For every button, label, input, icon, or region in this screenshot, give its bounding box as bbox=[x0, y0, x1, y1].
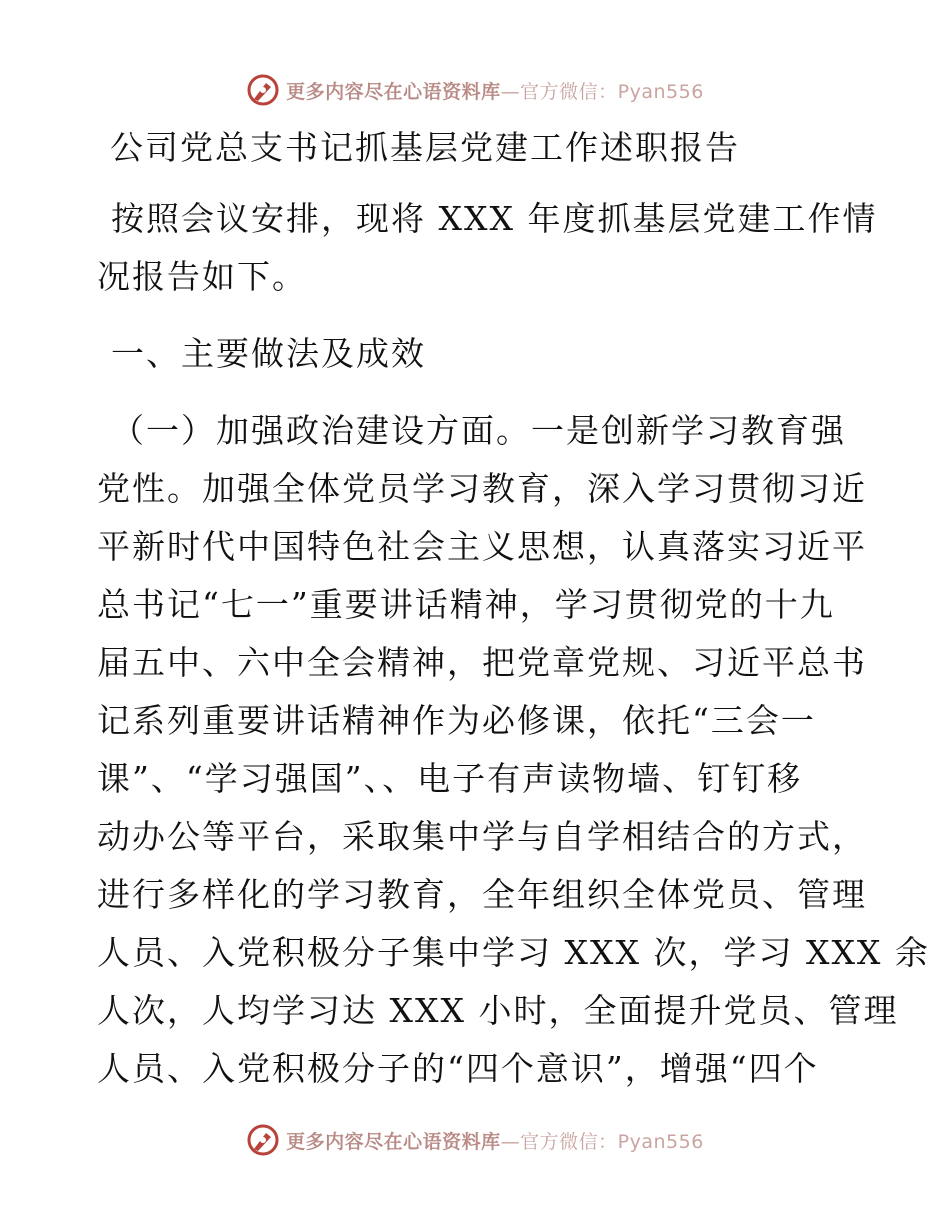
paragraph-line: 总书记“七一”重要讲话精神，学习贯彻党的十九 bbox=[97, 585, 835, 624]
section-heading bbox=[97, 325, 857, 383]
document-title: 公司党总支书记抓基层党建工作述职报告 bbox=[110, 128, 740, 167]
watermark-header bbox=[0, 70, 950, 110]
pen-nib-logo-icon bbox=[246, 1123, 280, 1157]
paragraph-line: 课”、“学习强国”、、电子有声读物墙、钉钉移 bbox=[97, 759, 803, 798]
intro-line: 按照会议安排，现将 XXX 年度抓基层党建工作情 bbox=[111, 199, 878, 238]
watermark-brand: 更多内容尽在心语资料库 bbox=[286, 80, 501, 103]
paragraph-line: 平新时代中国特色社会主义思想，认真落实习近平 bbox=[97, 527, 867, 566]
watermark-wechat: 官方微信：Pyan556 bbox=[520, 1130, 704, 1153]
paragraph-line: 进行多样化的学习教育，全年组织全体党员、管理 bbox=[97, 875, 867, 914]
intro-line: 况报告如下。 bbox=[97, 257, 307, 296]
watermark-separator: — bbox=[500, 1130, 521, 1153]
main-paragraph bbox=[97, 402, 930, 1098]
paragraph-line: 人员、入党积极分子的“四个意识”，增强“四个 bbox=[97, 1049, 819, 1088]
section-heading-text: 一、主要做法及成效 bbox=[111, 334, 426, 373]
watermark-separator: — bbox=[500, 80, 521, 103]
paragraph-line: 党性。加强全体党员学习教育，深入学习贯彻习近 bbox=[97, 469, 867, 508]
watermark-footer bbox=[0, 1120, 950, 1160]
watermark-wechat: 官方微信：Pyan556 bbox=[520, 80, 704, 103]
paragraph-line: （一）加强政治建设方面。一是创新学习教育强 bbox=[111, 411, 846, 450]
watermark-text bbox=[286, 1127, 704, 1154]
paragraph-line: 届五中、六中全会精神，把党章党规、习近平总书 bbox=[97, 643, 867, 682]
intro-paragraph bbox=[97, 190, 878, 306]
paragraph-line: 记系列重要讲话精神作为必修课，依托“三会一 bbox=[97, 701, 816, 740]
pen-nib-logo-icon bbox=[246, 73, 280, 107]
watermark-brand: 更多内容尽在心语资料库 bbox=[286, 1130, 501, 1153]
paragraph-line: 人次，人均学习达 XXX 小时，全面提升党员、管理 bbox=[97, 991, 899, 1030]
watermark-text bbox=[286, 77, 704, 104]
paragraph-line: 人员、入党积极分子集中学习 XXX 次，学习 XXX 余 bbox=[97, 933, 930, 972]
paragraph-line: 动办公等平台，采取集中学与自学相结合的方式， bbox=[97, 817, 867, 856]
